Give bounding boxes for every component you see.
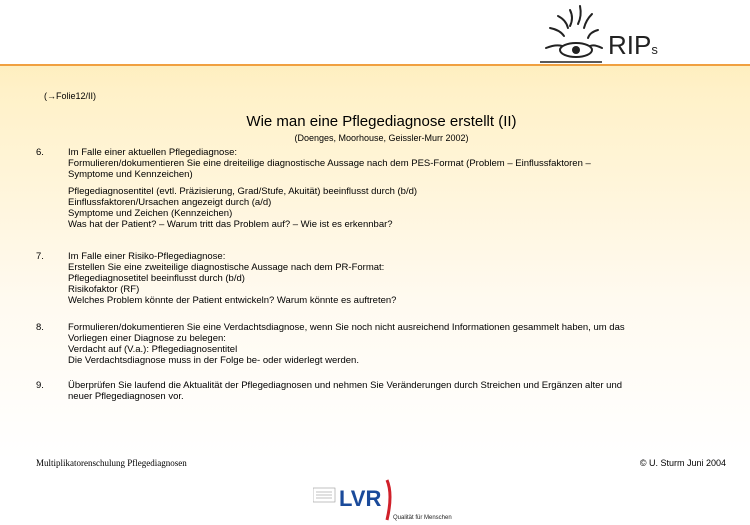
item-line: Vorliegen einer Diagnose zu belegen: (68, 333, 226, 344)
item-line: Risikofaktor (RF) (68, 284, 140, 295)
svg-text:Qualität für Menschen: Qualität für Menschen (393, 515, 452, 521)
item-line: Symptome und Zeichen (Kennzeichen) (68, 208, 233, 219)
item-line: Überprüfen Sie laufend die Aktualität der Pflegediagnosen und nehmen Sie Veränderungen durch Streichen und Ergänzen alter und (68, 380, 623, 391)
lvr-logo-icon (313, 476, 463, 522)
footer-course: Multiplikatorenschulung Pflegediagnosen (36, 458, 187, 468)
item-line: Die Verdachtsdiagnose muss in der Folge be- oder widerlegt werden. (68, 355, 359, 366)
item-line: Einflussfaktoren/Ursachen angezeigt durch (a/d) (68, 197, 272, 208)
list-item-7 (36, 251, 726, 306)
list-item-9 (36, 380, 726, 402)
slide-title: Wie man eine Pflegediagnose erstellt (II) (246, 113, 517, 130)
list-item-8 (36, 322, 726, 366)
svg-text:LVR: LVR (339, 486, 382, 511)
item-number: 9. (36, 380, 44, 391)
item-line: Im Falle einer Risiko-Pflegediagnose: (68, 251, 226, 262)
item-line: Formulieren/dokumentieren Sie eine dreiteilige diagnostische Aussage nach dem PES-Format (Problem – Einflussfaktoren – (68, 158, 591, 169)
item-number: 6. (36, 147, 44, 158)
slide-reference: (→Folie12/II) (44, 91, 97, 101)
item-line: Was hat der Patient? – Warum tritt das Problem auf? – Wie ist es erkennbar? (68, 219, 393, 230)
item-line: neuer Pflegediagnosen vor. (68, 391, 184, 402)
item-number: 8. (36, 322, 44, 333)
slide-subtitle: (Doenges, Moorhouse, Geissler-Murr 2002) (294, 133, 469, 143)
item-line: Erstellen Sie eine zweiteilige diagnostische Aussage nach dem PR-Format: (68, 262, 385, 273)
item-line: Im Falle einer aktuellen Pflegediagnose: (68, 147, 237, 158)
item-line: Pflegediagnosentitel (evtl. Präzisierung, Grad/Stufe, Akuität) beeinflusst durch (b/d) (68, 186, 418, 197)
item-line: Pflegediagnosetitel beeinflusst durch (b/d) (68, 273, 245, 284)
item-number: 7. (36, 251, 44, 262)
item-line: Formulieren/dokumentieren Sie eine Verdachtsdiagnose, wenn Sie noch nicht ausreichend Informationen gesammelt haben, um das (68, 322, 625, 333)
rips-logo-text: RIPs (608, 30, 658, 60)
item-line: Verdacht auf (V.a.): Pflegediagnosentitel (68, 344, 238, 355)
list-item-6 (36, 147, 726, 230)
item-line: Welches Problem könnte der Patient entwickeln? Warum könnte es auftreten? (68, 295, 397, 306)
footer-copyright: © U. Sturm Juni 2004 (639, 458, 726, 468)
item-line: Symptome und Kennzeichen) (68, 169, 193, 180)
